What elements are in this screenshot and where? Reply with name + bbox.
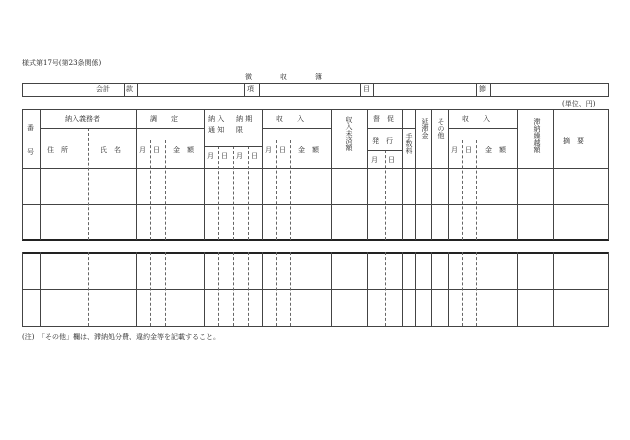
account-row-left [22,83,23,97]
issued-sub-line [367,150,402,151]
header-issued-month: 月 [371,156,378,164]
header-receipt-day: 日 [279,146,286,154]
account-row-right [608,83,609,97]
account-row-top [22,83,609,84]
header-remarks: 摘 要 [563,137,584,145]
header-deficit-disposal: 滞納繰越額 [533,118,541,153]
account-row-bottom [22,96,609,97]
footnote: (注) 「その他」欄は、滞納処分費、違約金等を記載すること。 [22,333,220,341]
grid-vline [402,252,403,326]
grid-vline [608,109,609,240]
grid-vline [204,109,205,240]
header-receipt2-amount: 金 額 [485,146,506,154]
header-receipt2-day: 日 [465,146,472,154]
table-header-bottom [22,168,609,169]
header-receipt2: 収 入 [462,115,490,123]
grid-dashed-vline [276,252,277,326]
unit-label: (単位、円) [562,100,596,108]
header-due-date-b: 限 [236,126,243,134]
grid-vline [448,252,449,326]
grid-dashed-vline [165,140,166,240]
header-receipt-amount: 金 額 [298,146,319,154]
assessment-sub-line [136,128,204,129]
grid-vline [431,109,432,240]
grid-dashed-vline [233,252,234,326]
header-arrears-charge: 延滞金 [421,118,429,139]
grid-vline [204,252,205,326]
header-due-day: 日 [251,152,258,160]
grid-vline [22,109,23,240]
header-notice-day: 日 [221,152,228,160]
account-accounting-label: 会計 [96,85,110,93]
account-div-4 [259,83,260,97]
header-number-b: 号 [27,148,34,156]
receipt-sub-line [262,128,331,129]
grid-vline [517,109,518,240]
grid-dashed-vline [462,252,463,326]
grid-dashed-vline [385,150,386,240]
header-address: 住 所 [47,146,68,154]
grid-vline [367,252,368,326]
grid-dashed-vline [218,252,219,326]
grid-dashed-vline [276,140,277,240]
grid-vline [136,252,137,326]
header-receipt2-month: 月 [451,146,458,154]
header-uncollected: 収入未済額 [345,116,353,151]
grid-vline [517,252,518,326]
account-div-6 [373,83,374,97]
grid-vline [262,252,263,326]
table-top [22,109,609,110]
grid-dashed-vline [290,252,291,326]
account-division-label: 節 [479,85,486,93]
header-other: その他 [437,118,445,139]
notice-sub-line [204,146,262,147]
account-div-7 [476,83,477,97]
table-break-bottom [22,252,609,254]
account-section-label: 款 [126,85,133,93]
receipt2-sub-line [448,128,517,129]
form-number: 様式第17号(第23条関係) [22,59,102,67]
header-payment-notice-a: 納 入 [208,115,225,123]
header-taxpayer: 納入義務者 [65,115,100,123]
grid-vline [22,252,23,326]
grid-vline [40,252,41,326]
account-subitem-label: 目 [363,85,370,93]
account-div-1 [124,83,125,97]
grid-dashed-vline [248,146,249,240]
account-div-5 [360,83,361,97]
grid-vline [415,252,416,326]
grid-vline [431,252,432,326]
header-issued: 発 行 [372,137,393,145]
header-assessment-day: 日 [153,146,160,154]
header-number-a: 番 [27,124,34,132]
header-payment-notice-b: 通 知 [208,126,225,134]
table-break-top [22,239,609,241]
grid-dashed-vline [476,252,477,326]
grid-dashed-vline [88,128,89,240]
grid-dashed-vline [150,140,151,240]
grid-vline [331,252,332,326]
header-assessment-amount: 金 額 [173,146,194,154]
account-item-label: 項 [247,85,254,93]
form-title: 徴 収 簿 [245,73,322,81]
header-demand: 督 促 [373,115,394,123]
header-assessment-month: 月 [139,146,146,154]
table-bottom [22,326,609,327]
account-div-8 [490,83,491,97]
grid-dashed-vline [385,252,386,326]
table-row-line-2 [22,289,609,290]
grid-vline [553,109,554,240]
grid-vline [331,109,332,240]
header-issued-day: 日 [388,156,395,164]
account-div-2 [137,83,138,97]
account-div-3 [244,83,245,97]
header-receipt-month: 月 [265,146,272,154]
grid-dashed-vline [165,252,166,326]
grid-dashed-vline [88,252,89,326]
grid-dashed-vline [150,252,151,326]
grid-vline [415,109,416,240]
header-due-date-a: 納 期 [236,115,253,123]
taxpayer-sub-line [40,128,136,129]
header-fee: 手数料 [405,133,413,154]
header-notice-month: 月 [207,152,214,160]
grid-dashed-vline [290,140,291,240]
demand-sub-line [367,128,415,129]
grid-vline [608,252,609,326]
grid-dashed-vline [233,146,234,240]
header-assessment: 調 定 [150,115,178,123]
grid-dashed-vline [248,252,249,326]
header-name: 氏 名 [100,146,121,154]
grid-vline [553,252,554,326]
grid-dashed-vline [462,140,463,240]
header-due-month: 月 [236,152,243,160]
header-receipt: 収 入 [276,115,304,123]
grid-dashed-vline [476,140,477,240]
grid-dashed-vline [218,146,219,240]
table-row-line-1 [22,204,609,205]
